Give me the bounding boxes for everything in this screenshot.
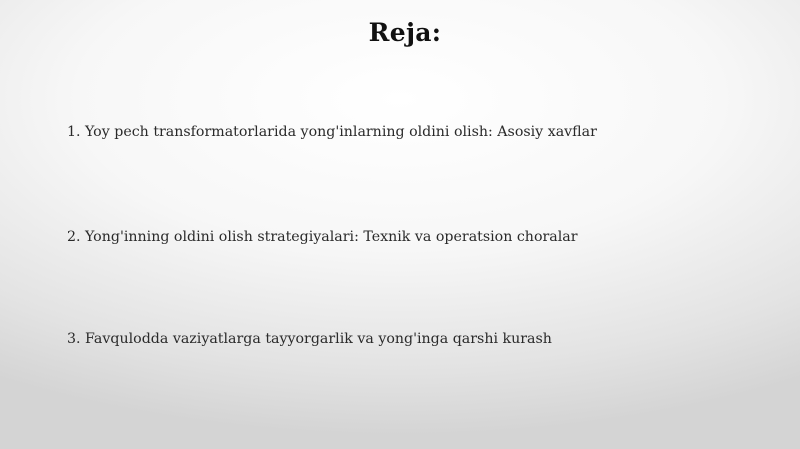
plan-item-3: 3. Favqulodda vaziyatlarga tayyorgarlik va yong'inga qarshi kurash (67, 331, 552, 347)
plan-item-1: 1. Yoy pech transformatorlarida yong'inlarning oldini olish: Asosiy xavflar (67, 124, 597, 140)
plan-item-2: 2. Yong'inning oldini olish strategiyalari: Texnik va operatsion choralar (67, 229, 578, 245)
slide-title: Reja: (368, 18, 442, 47)
